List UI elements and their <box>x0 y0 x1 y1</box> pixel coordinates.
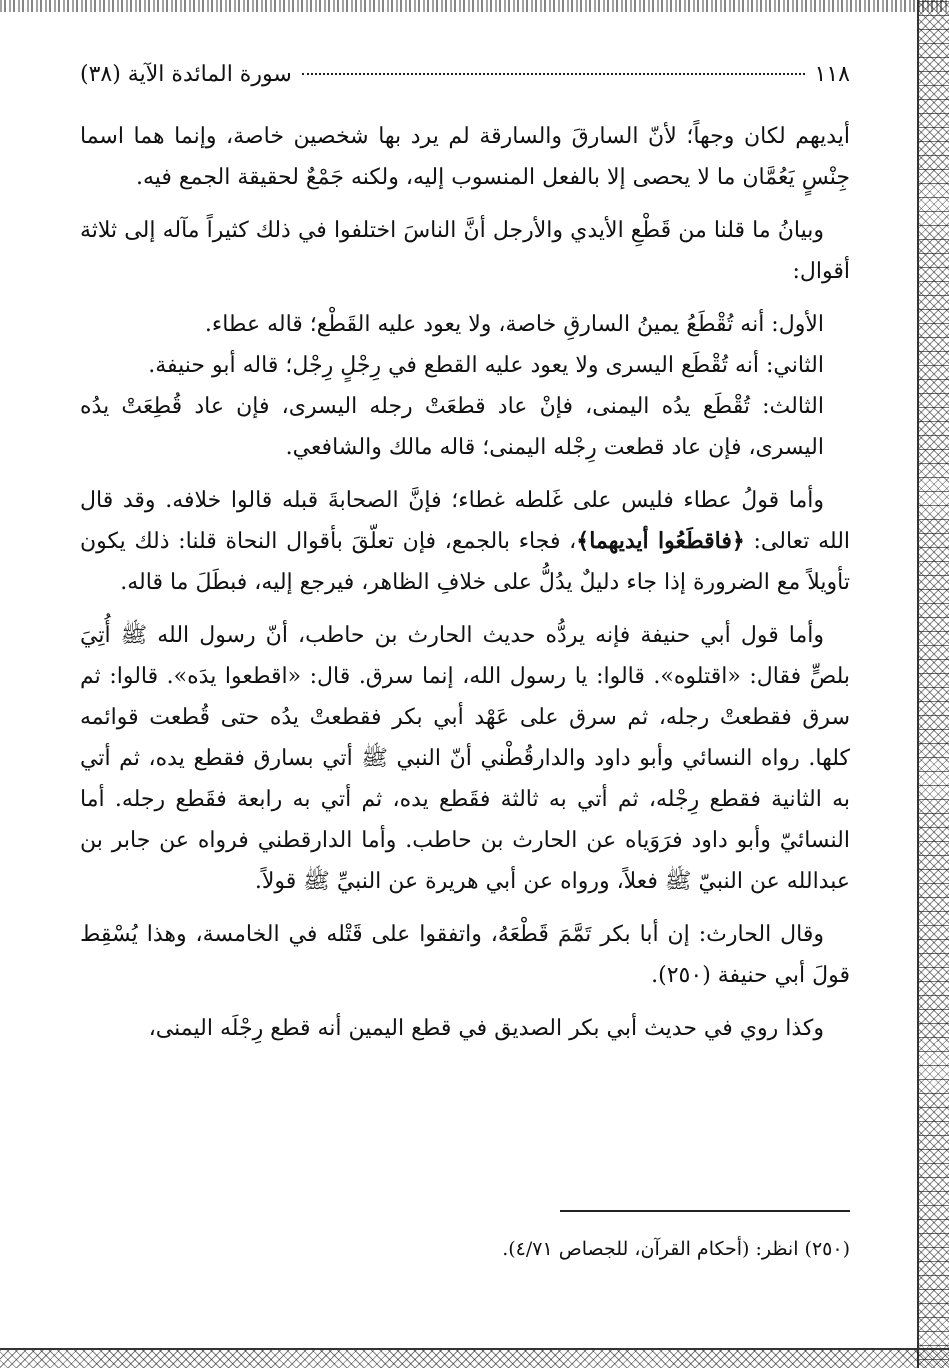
paragraph-3-lead: وأما قولُ عطاء فليس على غَلطه غطاء؛ فإنَّ الصحابةَ قبله قالوا خلافه. وقد قال الله تعالى: <box>80 488 851 554</box>
page-number: ١١٨ <box>814 62 850 87</box>
paragraph-6: وكذا روي في حديث أبي بكر الصديق في قطع اليمين أنه قطع رِجْلَه اليمنى، <box>148 1016 824 1041</box>
paragraph-1: أيديهم لكان وجهاً؛ لأنّ السارقَ والسارقة لم يرد بها شخصين خاصة، وإنما هما اسما جِنْسٍ يَعُمَّان ما لا يحصى إلا بالفعل المنسوب إليه، ولكنه جَمْعٌ لحقيقة الجمع فيه. <box>80 124 850 190</box>
opinion-item-2: الثاني: أنه تُقْطَع اليسرى ولا يعود عليه القطع في رِجْلٍ رِجْل؛ قاله أبو حنيفة. <box>148 353 824 378</box>
surah-title: سورة المائدة الآية (٣٨) <box>80 62 292 87</box>
header-dot-leader <box>302 73 805 75</box>
opinion-item-1: الأول: أنه تُقْطَعُ يمينُ السارقِ خاصة، ولا يعود عليه القَطْع؛ قاله عطاء. <box>204 312 824 337</box>
decorative-border-top <box>0 0 949 12</box>
decorative-border-bottom <box>0 1348 949 1368</box>
opinion-item-3: الثالث: تُقْطَع يدُه اليمنى، فإنْ عاد قطعَتْ رجله اليسرى، فإن عاد قُطِعَتْ يدُه اليسرى، فإن عاد قطعت رِجْله اليمنى؛ قاله مالك والشافعي. <box>80 394 824 460</box>
footnote-separator <box>560 1210 850 1212</box>
paragraph-4: وأما قول أبي حنيفة فإنه يردُّه حديث الحارث بن حاطب، أنّ رسول الله ﷺ أُتِيَ بلصٍّ فقال: «اقتلوه». قالوا: يا رسول الله، إنما سرق. قال: «اقطعوا يدَه». قالوا: ثم سرق فقطعتْ رجله، ثم سرق على عَهْد أبي بكر فقطعتْ يدُه حتى قُطعت قوائمه كلها. رواه النسائي وأبو داود والدارقُطْني أنّ النبي ﷺ أتي بسارق فقطع يده، ثم أتي به الثانية فقطع رِجْله، ثم أتي به ثالثة فقَطع يده، ثم أتي به رابعة فقَطع رجله. أما النسائيّ وأبو داود فرَوَياه عن الحارث بن حاطب. وأما الدارقطني فرواه عن جابر بن عبدالله عن النبيّ ﷺ فعلاً، ورواه عن أبي هريرة عن النبيِّ ﷺ قولاً. <box>80 623 850 894</box>
paragraph-5: وقال الحارث: إن أبا بكر تَمَّمَ قَطْعَهُ، واتفقوا على قَتْله في الخامسة، وهذا يُسْقِط قولَ أبي حنيفة (٢٥٠). <box>80 922 850 988</box>
quran-verse-quote: ﴿فاقطَعُوا أيديهما﴾ <box>576 528 745 554</box>
paragraph-3-rest: ، فجاء بالجمع، فإن تعلّقَ بأقوال النحاة قلنا: ذلك يكون تأويلاً مع الضرورة إذا جاء دليلٌ يدُلُّ على خلافِ الظاهر، فيرجع إليه، فبطَلَ ما قاله. <box>80 529 850 595</box>
running-header <box>80 62 850 102</box>
decorative-border-right <box>917 0 949 1368</box>
page-content <box>80 62 850 1061</box>
paragraph-3 <box>80 480 850 603</box>
footnote-250: (٢٥٠) انظر: (أحكام القرآن، للجصاص ٤/٧١). <box>502 1238 850 1260</box>
paragraph-2: وبيانُ ما قلنا من قَطْعِ الأيدي والأرجل أنَّ الناسَ اختلفوا في ذلك كثيراً مآله إلى ثلاثة أقوال: <box>80 218 850 284</box>
